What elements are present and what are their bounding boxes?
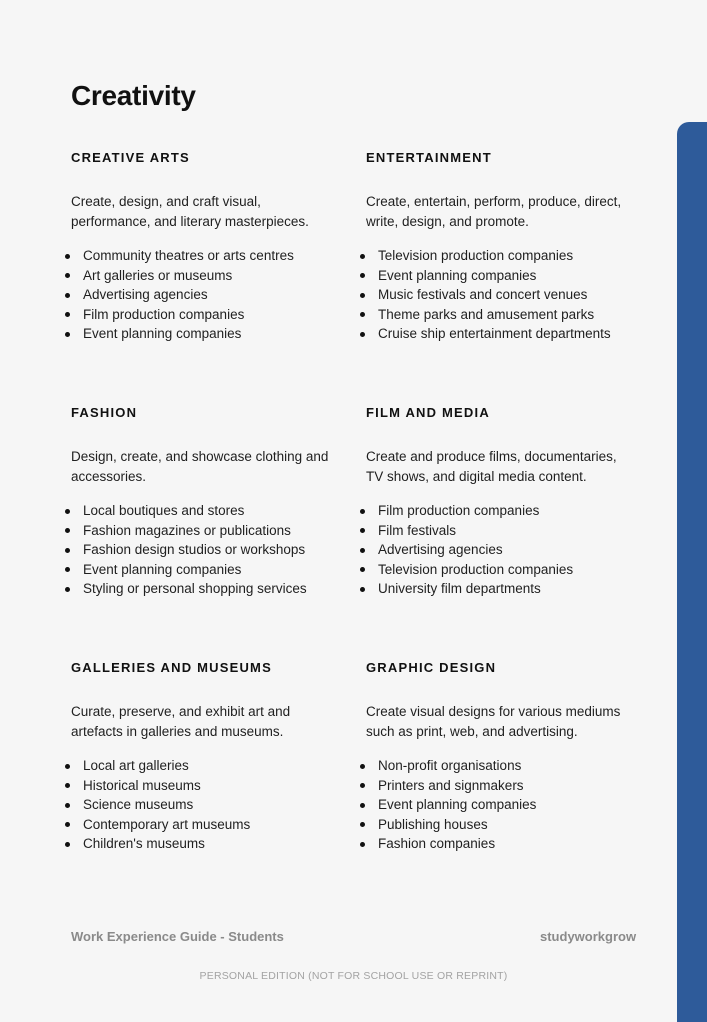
list-item: Film production companies xyxy=(71,305,333,325)
list-item: Film festivals xyxy=(366,521,628,541)
list-item: Children's museums xyxy=(71,834,333,854)
section-creative-arts xyxy=(71,149,333,344)
list-item: Fashion design studios or workshops xyxy=(71,540,333,560)
footer-edition-note: PERSONAL EDITION (NOT FOR SCHOOL USE OR REPRINT) xyxy=(199,970,508,982)
section-description: Design, create, and showcase clothing and accessories. xyxy=(71,449,329,484)
section-description: Create visual designs for various mediums such as print, web, and advertising. xyxy=(366,704,621,739)
list-item: Cruise ship entertainment departments xyxy=(366,324,628,344)
list-item: Music festivals and concert venues xyxy=(366,285,628,305)
list-item: Historical museums xyxy=(71,776,333,796)
list-item: Contemporary art museums xyxy=(71,815,333,835)
list-item: Event planning companies xyxy=(71,324,333,344)
section-list xyxy=(71,501,333,599)
list-item: Art galleries or museums xyxy=(71,266,333,286)
footer-brand: studyworkgrow xyxy=(540,929,637,944)
list-item: Non-profit organisations xyxy=(366,756,628,776)
section-description: Create, entertain, perform, produce, direct, write, design, and promote. xyxy=(366,194,622,229)
list-item: Fashion magazines or publications xyxy=(71,521,333,541)
section-entertainment xyxy=(366,149,628,344)
section-title: ENTERTAINMENT xyxy=(366,150,492,165)
section-graphic-design xyxy=(366,659,628,854)
section-description: Create, design, and craft visual, performance, and literary masterpieces. xyxy=(71,194,309,229)
list-item: Fashion companies xyxy=(366,834,628,854)
section-title: FASHION xyxy=(71,405,138,420)
list-item: Advertising agencies xyxy=(71,285,333,305)
section-film-and-media xyxy=(366,404,628,599)
list-item: Styling or personal shopping services xyxy=(71,579,333,599)
section-title: GRAPHIC DESIGN xyxy=(366,660,497,675)
section-fashion xyxy=(71,404,333,599)
section-galleries-and-museums xyxy=(71,659,333,854)
section-description: Create and produce films, documentaries, TV shows, and digital media content. xyxy=(366,449,617,484)
list-item: Event planning companies xyxy=(366,266,628,286)
list-item: University film departments xyxy=(366,579,628,599)
list-item: Printers and signmakers xyxy=(366,776,628,796)
section-title: FILM AND MEDIA xyxy=(366,405,490,420)
section-list xyxy=(366,501,628,599)
list-item: Advertising agencies xyxy=(366,540,628,560)
section-list xyxy=(366,246,628,344)
list-item: Film production companies xyxy=(366,501,628,521)
list-item: Theme parks and amusement parks xyxy=(366,305,628,325)
list-item: Local boutiques and stores xyxy=(71,501,333,521)
section-list xyxy=(71,756,333,854)
list-item: Community theatres or arts centres xyxy=(71,246,333,266)
accent-side-bar xyxy=(677,122,707,1022)
list-item: Television production companies xyxy=(366,560,628,580)
section-list xyxy=(71,246,333,344)
list-item: Event planning companies xyxy=(71,560,333,580)
list-item: Event planning companies xyxy=(366,795,628,815)
footer-guide-title: Work Experience Guide - Students xyxy=(71,929,284,944)
list-item: Publishing houses xyxy=(366,815,628,835)
page-title: Creativity xyxy=(71,80,196,111)
section-description: Curate, preserve, and exhibit art and artefacts in galleries and museums. xyxy=(71,704,291,739)
list-item: Science museums xyxy=(71,795,333,815)
section-title: CREATIVE ARTS xyxy=(71,150,190,165)
section-title: GALLERIES AND MUSEUMS xyxy=(71,660,272,675)
section-list xyxy=(366,756,628,854)
list-item: Local art galleries xyxy=(71,756,333,776)
list-item: Television production companies xyxy=(366,246,628,266)
